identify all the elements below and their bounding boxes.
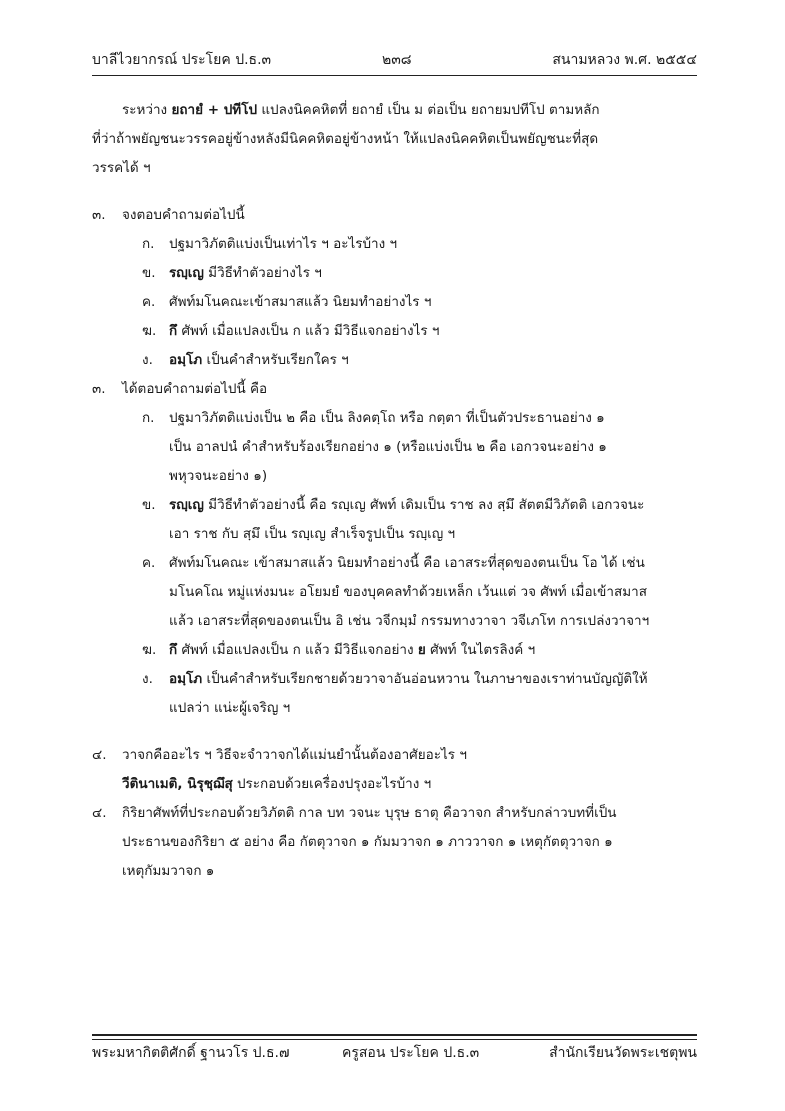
answer-4-line-2: ประธานของกิริยา ๕ อย่าง คือ กัตตุวาจก ๑ กัมมวาจก ๑ ภาววาจก ๑ เหตุกัตตุวาจก ๑ [122, 834, 613, 850]
answer-3-item-a: ก. ปฐมาวิภัตติแบ่งเป็น ๒ คือ เป็น ลิงคตฺโถ หรือ กตฺตา ที่เป็นตัวประธานอย่าง ๑ [142, 410, 605, 426]
page-footer [92, 1042, 697, 1066]
question-3-item: ค. ศัพท์มโนคณะเข้าสมาสแล้ว นิยมทำอย่างไร ฯ [142, 294, 432, 310]
answer-4-line-1: ๔. กิริยาศัพท์ที่ประกอบด้วยวิภัตติ กาล บท วจนะ บุรุษ ธาตุ คือวาจก สำหรับกล่าวบทที่เป็น [92, 805, 617, 821]
intro-line-3: วรรคได้ ฯ [92, 160, 151, 176]
intro-line-1: ระหว่าง ยถายํ + ปทีโป แปลงนิคคหิตที่ ยถายํ เป็น ม ต่อเป็น ยถายมปทีโป ตามหลัก [122, 102, 600, 118]
spacer [92, 183, 697, 201]
footer-rule-thin [92, 1039, 697, 1040]
answer-3-item-c: ค. ศัพท์มโนคณะ เข้าสมาสแล้ว นิยมทำอย่างนี้ คือ เอาสระที่สุดของตนเป็น โอ ได้ เช่น [142, 555, 645, 571]
answer-4-line-3: เหตุกัมมวาจก ๑ [122, 863, 215, 879]
question-3-title: ๓. จงตอบคำถามต่อไปนี้ [92, 207, 245, 223]
question-4-line-1: ๔. วาจกคืออะไร ฯ วิธีจะจำวาจกได้แม่นยำนั้นต้องอาศัยอะไร ฯ [92, 747, 467, 763]
page-header [92, 50, 697, 76]
page-number: ๒๓๘ [382, 52, 412, 68]
answer-3-item-a-cont: พหุวจนะอย่าง ๑) [169, 468, 268, 484]
footer-author: พระมหากิตติศักดิ์ ฐานวโร ป.ธ.๗ [92, 1045, 290, 1061]
answer-3-title: ๓. ได้ตอบคำถามต่อไปนี้ คือ [92, 381, 268, 397]
footer-rule-thick [92, 1034, 697, 1036]
answer-3-item-e: ง. อมฺโภ เป็นคำสำหรับเรียกชายด้วยวาจาอันอ่อนหวาน ในภาษาของเราท่านบัญญัติให้ [142, 671, 648, 687]
question-4-line-2: วีตินาเมติ, นิรุชฺฌึสุ ประกอบด้วยเครื่องปรุงอะไรบ้าง ฯ [122, 776, 432, 792]
answer-3-item-a-cont: เป็น อาลปนํ คำสำหรับร้องเรียกอย่าง ๑ (หรือแบ่งเป็น ๒ คือ เอกวจนะอย่าง ๑ [169, 439, 607, 455]
answer-3-item-e-cont: แปลว่า แน่ะผู้เจริญ ฯ [169, 700, 291, 716]
footer-institution: สำนักเรียนวัดพระเชตุพน [549, 1045, 697, 1061]
header-rule [92, 75, 697, 76]
footer-role: ครูสอน ประโยค ป.ธ.๓ [342, 1045, 480, 1061]
header-book-title: บาลีไวยากรณ์ ประโยค ป.ธ.๓ [92, 52, 272, 68]
intro-bold-term: ยถายํ + ปทีโป [171, 102, 258, 118]
answer-3-item-b-cont: เอา ราช กับ สฺมึ เป็น รญฺเญ สำเร็จรูปเป็น รญฺเญ ฯ [169, 526, 456, 542]
question-3-item: ง. อมฺโภ เป็นคำสำหรับเรียกใคร ฯ [142, 352, 349, 368]
page-body [92, 96, 697, 886]
header-exam-year: สนามหลวง พ.ศ. ๒๕๕๔ [552, 52, 697, 68]
intro-line-2: ที่ว่าถ้าพยัญชนะวรรคอยู่ข้างหลังมีนิคคหิตอยู่ข้างหน้า ให้แปลงนิคคหิตเป็นพยัญชนะที่สุด [92, 131, 599, 147]
question-3-item: ก. ปฐมาวิภัตติแบ่งเป็นเท่าไร ฯ อะไรบ้าง ฯ [142, 236, 398, 252]
question-3-item: ข. รญฺเญ มีวิธีทำตัวอย่างไร ฯ [142, 265, 322, 281]
answer-3-item-c-cont: แล้ว เอาสระที่สุดของตนเป็น อิ เช่น วจีกมฺมํ กรรมทางวาจา วจีเภโท การเปล่งวาจาฯ [169, 613, 650, 629]
question-3-item: ฆ. กึ ศัพท์ เมื่อแปลงเป็น ก แล้ว มีวิธีแจกอย่างไร ฯ [142, 323, 440, 339]
answer-3-item-c-cont: มโนคโณ หมู่แห่งมนะ อโยมยํ ของบุคคลทำด้วยเหล็ก เว้นแต่ วจ ศัพท์ เมื่อเข้าสมาส [169, 584, 647, 600]
answer-3-item-d: ฆ. กึ ศัพท์ เมื่อแปลงเป็น ก แล้ว มีวิธีแจกอย่าง ย ศัพท์ ในไตรลิงค์ ฯ [142, 642, 536, 658]
answer-3-item-b: ข. รญฺเญ มีวิธีทำตัวอย่างนี้ คือ รญฺเญ ศัพท์ เดิมเป็น ราช ลง สฺมึ สัตตมีวิภัตติ เอกวจนะ [142, 497, 645, 513]
spacer [92, 723, 697, 741]
